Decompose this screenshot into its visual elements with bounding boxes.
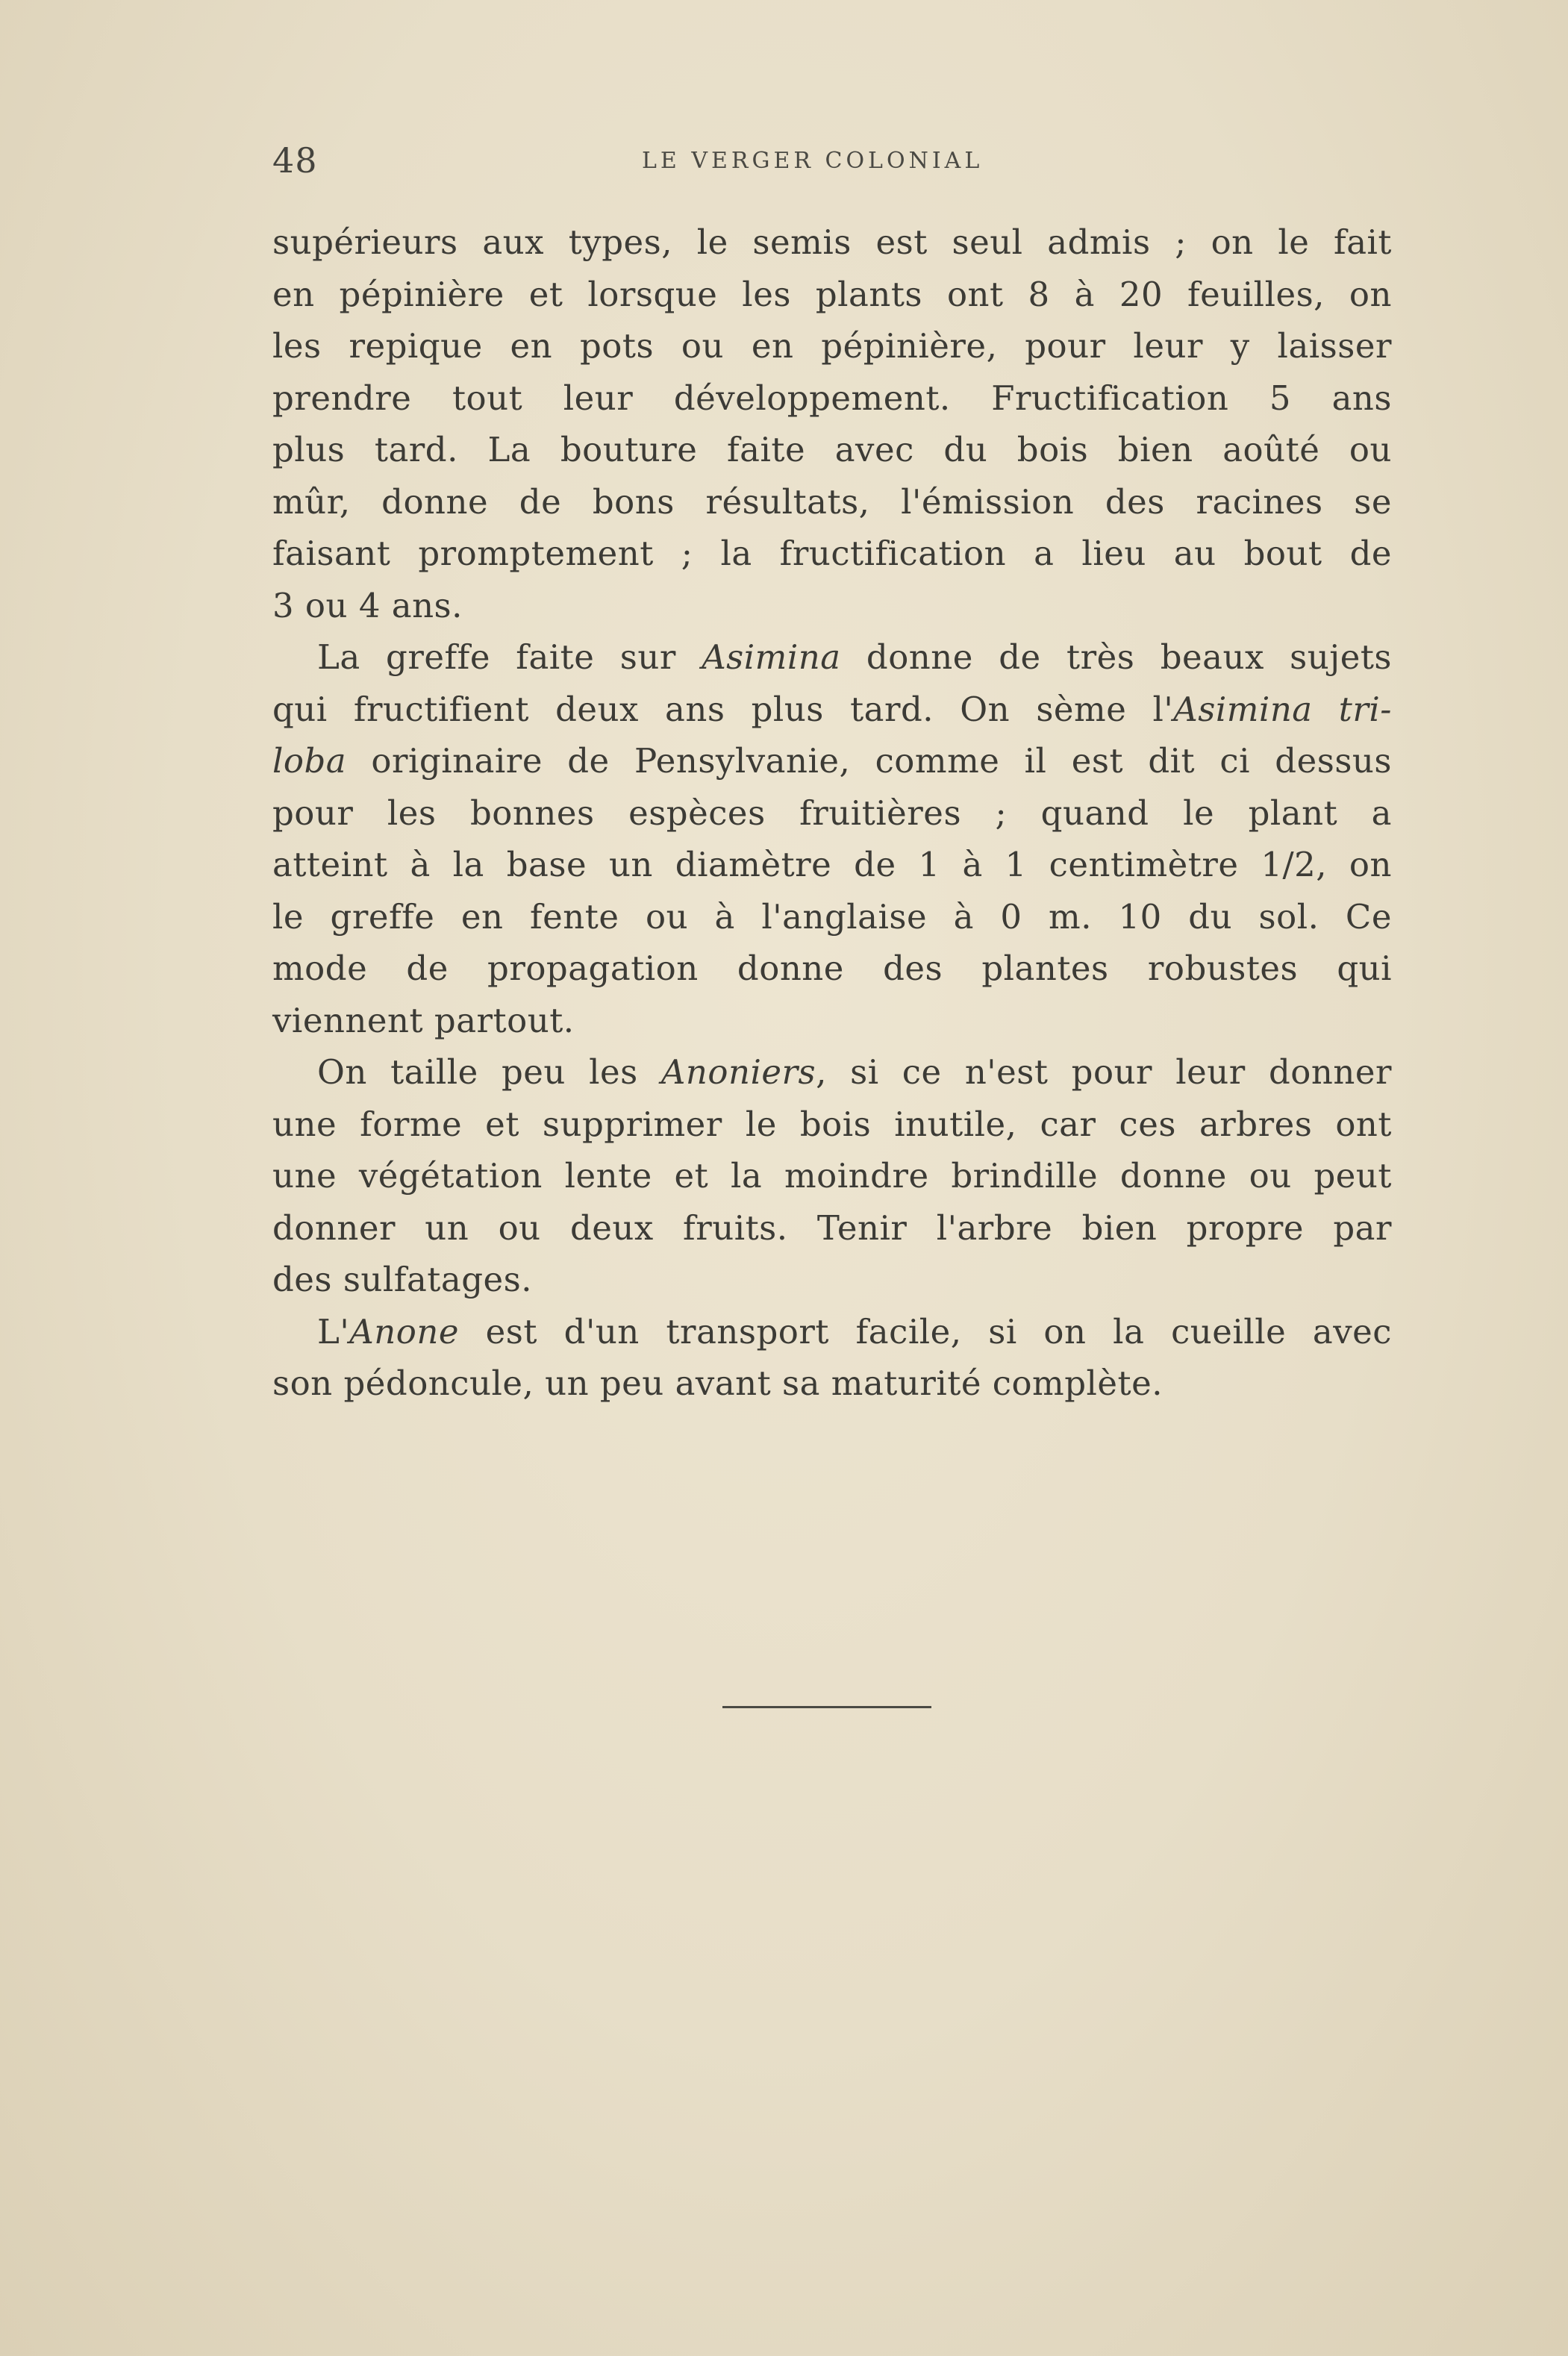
italic-term: Anoniers bbox=[660, 1052, 816, 1092]
text-line: mûr, donne de bons résultats, l'émission des racines se bbox=[272, 481, 1392, 522]
text-line: viennent partout. bbox=[272, 1000, 575, 1040]
text-line: son pédoncule, un peu avant sa maturité complète. bbox=[272, 1363, 1163, 1403]
text-run: donne de très beaux sujets bbox=[840, 637, 1393, 677]
text-run: est d'un transport facile, si on la cueille avec bbox=[458, 1311, 1392, 1352]
end-rule bbox=[722, 1706, 931, 1708]
text-line bbox=[272, 684, 1392, 736]
page-number: 48 bbox=[272, 140, 318, 181]
text-line: donner un ou deux fruits. Tenir l'arbre bien propre par bbox=[272, 1207, 1392, 1248]
text-line bbox=[272, 1306, 1392, 1358]
text-line: 3 ou 4 ans. bbox=[272, 585, 463, 625]
text-run: originaire de Pensylvanie, comme il est dit ci dessus bbox=[346, 741, 1392, 781]
running-title: LE VERGER COLONIAL bbox=[642, 148, 984, 174]
italic-term: Asimina tri- bbox=[1173, 689, 1392, 729]
text-line: mode de propagation donne des plantes robustes qui bbox=[272, 949, 1392, 988]
text-line: atteint à la base un diamètre de 1 à 1 centimètre 1/2, on bbox=[272, 845, 1392, 884]
text-run: , si ce n'est pour leur donner bbox=[816, 1052, 1392, 1092]
body-text bbox=[272, 216, 1392, 1410]
running-head bbox=[272, 140, 1392, 185]
text-run: La greffe faite sur bbox=[317, 637, 702, 677]
text-line: pour les bonnes espèces fruitières ; quand le plant a bbox=[272, 793, 1392, 833]
italic-term: loba bbox=[272, 741, 347, 781]
text-line: les repique en pots ou en pépinière, pour leur y laisser bbox=[272, 326, 1392, 366]
text-line: des sulfatages. bbox=[272, 1260, 533, 1299]
text-line: une forme et supprimer le bois inutile, car ces arbres ont bbox=[272, 1104, 1392, 1144]
text-run: On taille peu les bbox=[317, 1052, 661, 1092]
text-run: qui fructifient deux ans plus tard. On sème l' bbox=[272, 689, 1174, 729]
text-line: prendre tout leur développement. Fructification 5 ans bbox=[272, 378, 1392, 418]
italic-term: Anone bbox=[349, 1311, 459, 1352]
text-line bbox=[272, 1046, 1392, 1099]
text-line: le greffe en fente ou à l'anglaise à 0 m. 10 du sol. Ce bbox=[272, 896, 1392, 937]
text-run: L' bbox=[317, 1311, 350, 1352]
text-line: supérieurs aux types, le semis est seul admis ; on le fait bbox=[272, 222, 1392, 262]
text-line: en pépinière et lorsque les plants ont 8 à 20 feuilles, on bbox=[272, 274, 1392, 314]
text-line: une végétation lente et la moindre brindille donne ou peut bbox=[272, 1156, 1392, 1196]
text-line: faisant promptement ; la fructification a lieu au bout de bbox=[272, 534, 1392, 573]
italic-term: Asimina bbox=[702, 637, 841, 677]
text-line bbox=[272, 631, 1392, 684]
text-line: plus tard. La bouture faite avec du bois bien aoûté ou bbox=[272, 430, 1392, 469]
text-line bbox=[272, 735, 1392, 787]
